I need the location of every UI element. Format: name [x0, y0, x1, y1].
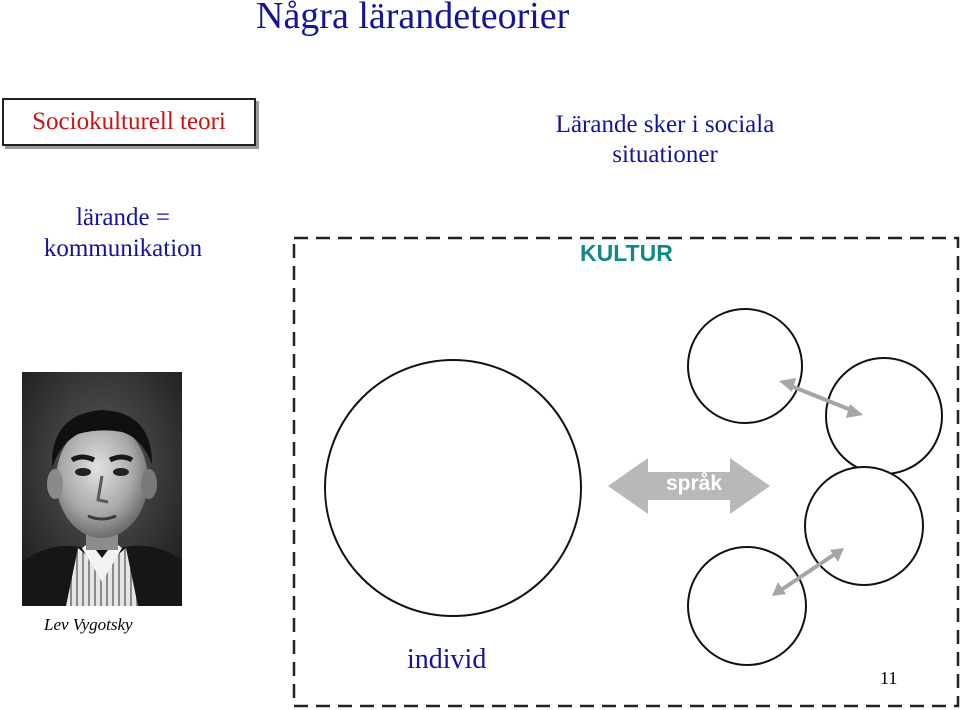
portrait-caption: Lev Vygotsky [44, 615, 133, 634]
page-number: 11 [880, 668, 898, 688]
culture-label: KULTUR [580, 240, 673, 266]
group-circle-3 [805, 467, 923, 585]
language-label: språk [666, 472, 723, 495]
group-circle-2 [826, 358, 942, 474]
group-circle-4 [688, 547, 806, 665]
individual-circle [325, 360, 581, 616]
theory-name: Sociokulturell teori [32, 108, 226, 135]
group-circle-1 [688, 309, 802, 423]
individual-label: individ [407, 644, 487, 675]
definition-line-2: kommunikation [43, 235, 203, 262]
slide-title: Några lärandeteorier [256, 0, 570, 37]
definition-line-1: lärande = [76, 204, 170, 231]
slide-subtitle: Lärande sker i sociala situationer [555, 111, 775, 168]
